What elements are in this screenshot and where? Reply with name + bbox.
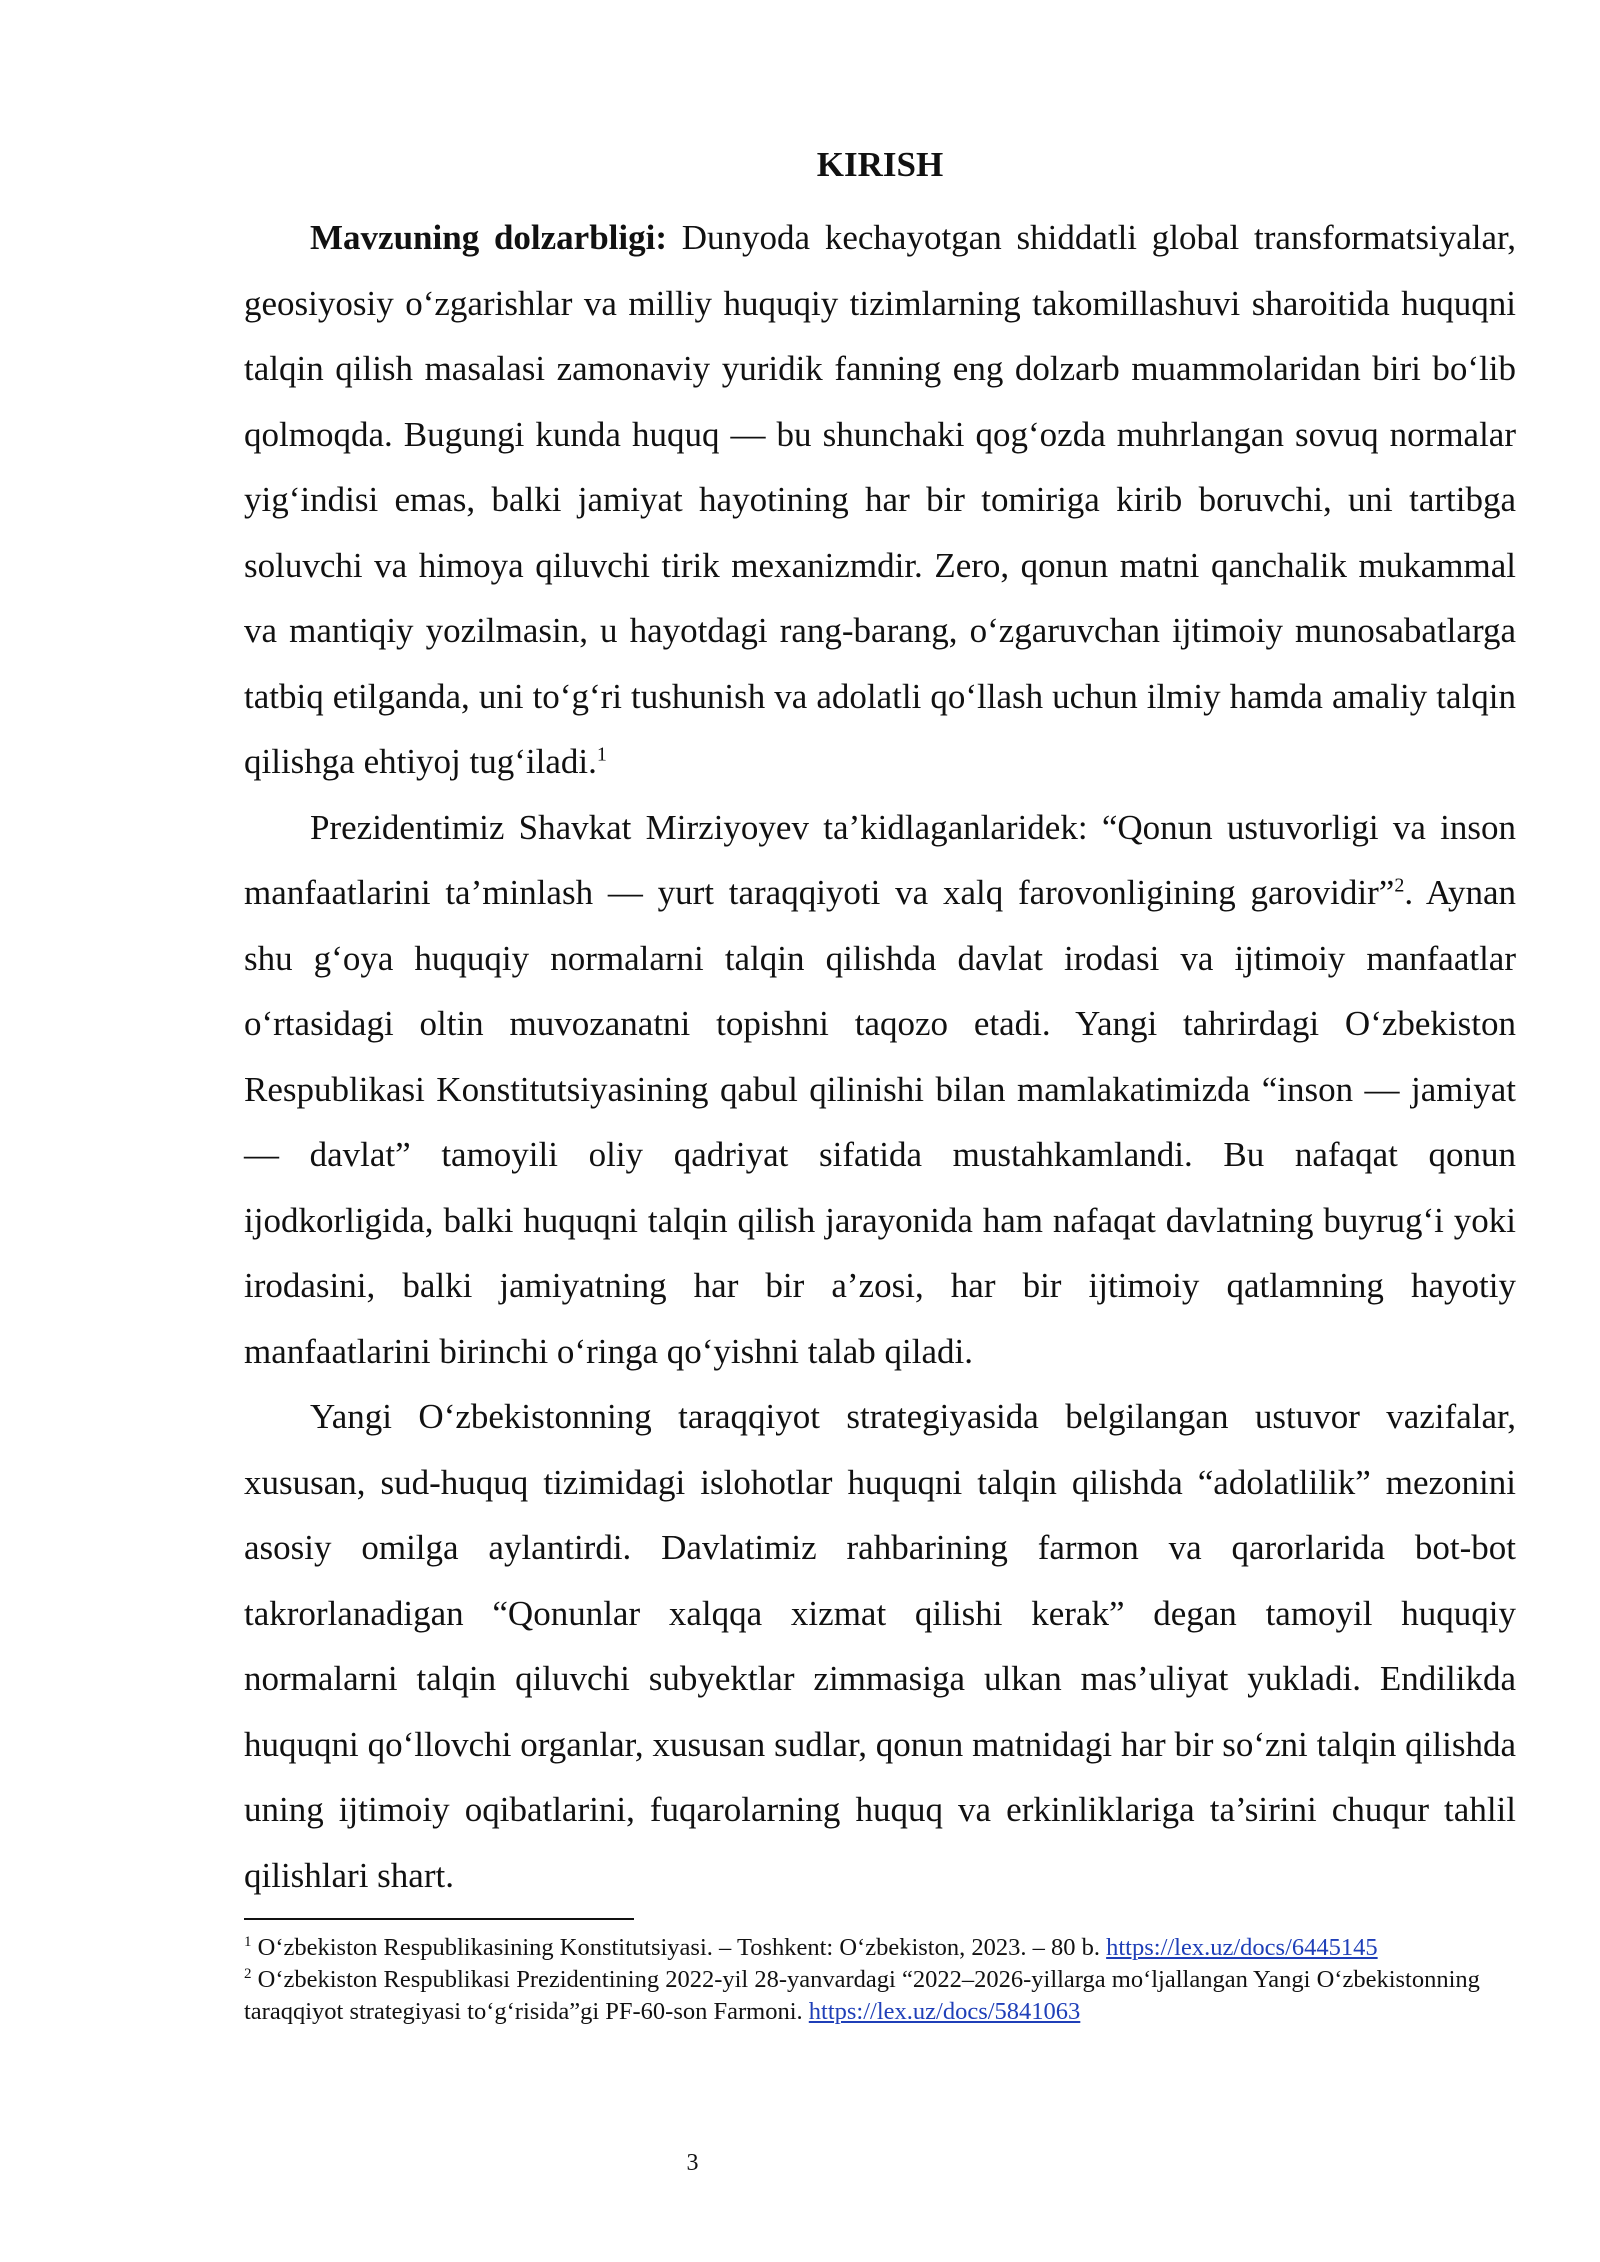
footnote-2-text: Oʻzbekiston Respublikasi Prezidentining 2022-yil 28-yanvardagi “2022–2026-yillarga moʻljallangan Yangi Oʻzbekistonning taraqqiyot strategiyasi toʻgʻrisida”gi PF-60-son Farmoni. [244, 1966, 1480, 2025]
paragraph-1-lead: Mavzuning dolzarbligi: [310, 218, 668, 257]
section-title: KIRISH [816, 145, 944, 184]
paragraph-2-text-a: Prezidentimiz Shavkat Mirziyoyev ta’kidlaganlaridek: “Qonun ustuvorligi va inson manfaatlarini ta’minlash — yurt taraqqiyoti va xalq farovonligining garovidir” [244, 807, 1516, 912]
footnote-1 [244, 1932, 1516, 1964]
paragraph-2-text-b: . Aynan shu gʻoya huquqiy normalarni talqin qilishda davlat irodasi va ijtimoiy manfaatlar oʻrtasidagi oltin muvozanatni topishni taqozo etadi. Yangi tahrirdagi Oʻzbekiston Respublikasi Konstitutsiyasining qabul qilinishi bilan mamlakatimizda “inson — jamiyat — davlat” tamoyili oliy qadriyat sifatida mustahkamlandi. Bu nafaqat qonun ijodkorligida, balki huquqni talqin qilish jarayonida ham nafaqat davlatning buyrugʻi yoki irodasini, balki jamiyatning har bir a’zosi, har bir ijtimoiy qatlamning hayotiy manfaatlarini birinchi oʻringa qoʻyishni talab qiladi. [244, 873, 1516, 1371]
footnote-ref-1[interactable]: 1 [596, 743, 607, 766]
footnote-2-marker: 2 [244, 1965, 252, 1982]
paragraph-1 [244, 205, 1516, 795]
document-page [244, 140, 1516, 2028]
paragraph-1-text: Dunyoda kechayotgan shiddatli global transformatsiyalar, geosiyosiy oʻzgarishlar va milliy huquqiy tizimlarning takomillashuvi sharoitida huquqni talqin qilish masalasi zamonaviy yuridik fanning eng dolzarb muammolaridan biri boʻlib qolmoqda. Bugungi kunda huquq — bu shunchaki qogʻozda muhrlangan sovuq normalar yigʻindisi emas, balki jamiyat hayotining har bir tomiriga kirib boruvchi, uni tartibga soluvchi va himoya qiluvchi tirik mexanizmdir. Zero, qonun matni qanchalik mukammal va mantiqiy yozilmasin, u hayotdagi rang-barang, oʻzgaruvchan ijtimoiy munosabatlarga tatbiq etilganda, uni toʻgʻri tushunish va adolatli qoʻllash uchun ilmiy hamda amaliy talqin qilishga ehtiyoj tugʻiladi. [244, 218, 1516, 781]
paragraph-3: Yangi Oʻzbekistonning taraqqiyot strategiyasida belgilangan ustuvor vazifalar, xususan, sud-huquq tizimidagi islohotlar huquqni talqin qilishda “adolatlilik” mezonini asosiy omilga aylantirdi. Davlatimiz rahbarining farmon va qarorlarida bot-bot takrorlanadigan “Qonunlar xalqqa xizmat qilishi kerak” degan tamoyil huquqiy normalarni talqin qiluvchi subyektlar zimmasiga ulkan mas’uliyat yukladi. Endilikda huquqni qoʻllovchi organlar, xususan sudlar, qonun matnidagi har bir soʻzni talqin qilishda uning ijtimoiy oqibatlarini, fuqarolarning huquq va erkinliklariga ta’sirini chuqur tahlil qilishlari shart. [244, 1397, 1516, 1895]
footnote-1-text: Oʻzbekiston Respublikasining Konstitutsiyasi. – Toshkent: Oʻzbekiston, 2023. – 80 b. [251, 1934, 1107, 1961]
paragraph-2 [244, 795, 1516, 1385]
footnote-1-link[interactable]: https://lex.uz/docs/6445145 [1106, 1934, 1378, 1961]
footnote-ref-2[interactable]: 2 [1394, 874, 1405, 897]
footnote-2 [244, 1964, 1516, 2028]
footnote-2-link[interactable]: https://lex.uz/docs/5841063 [808, 1998, 1081, 2025]
page-number: 3 [686, 2150, 699, 2176]
footnote-separator [244, 1918, 634, 1920]
footnote-1-marker: 1 [244, 1933, 252, 1950]
